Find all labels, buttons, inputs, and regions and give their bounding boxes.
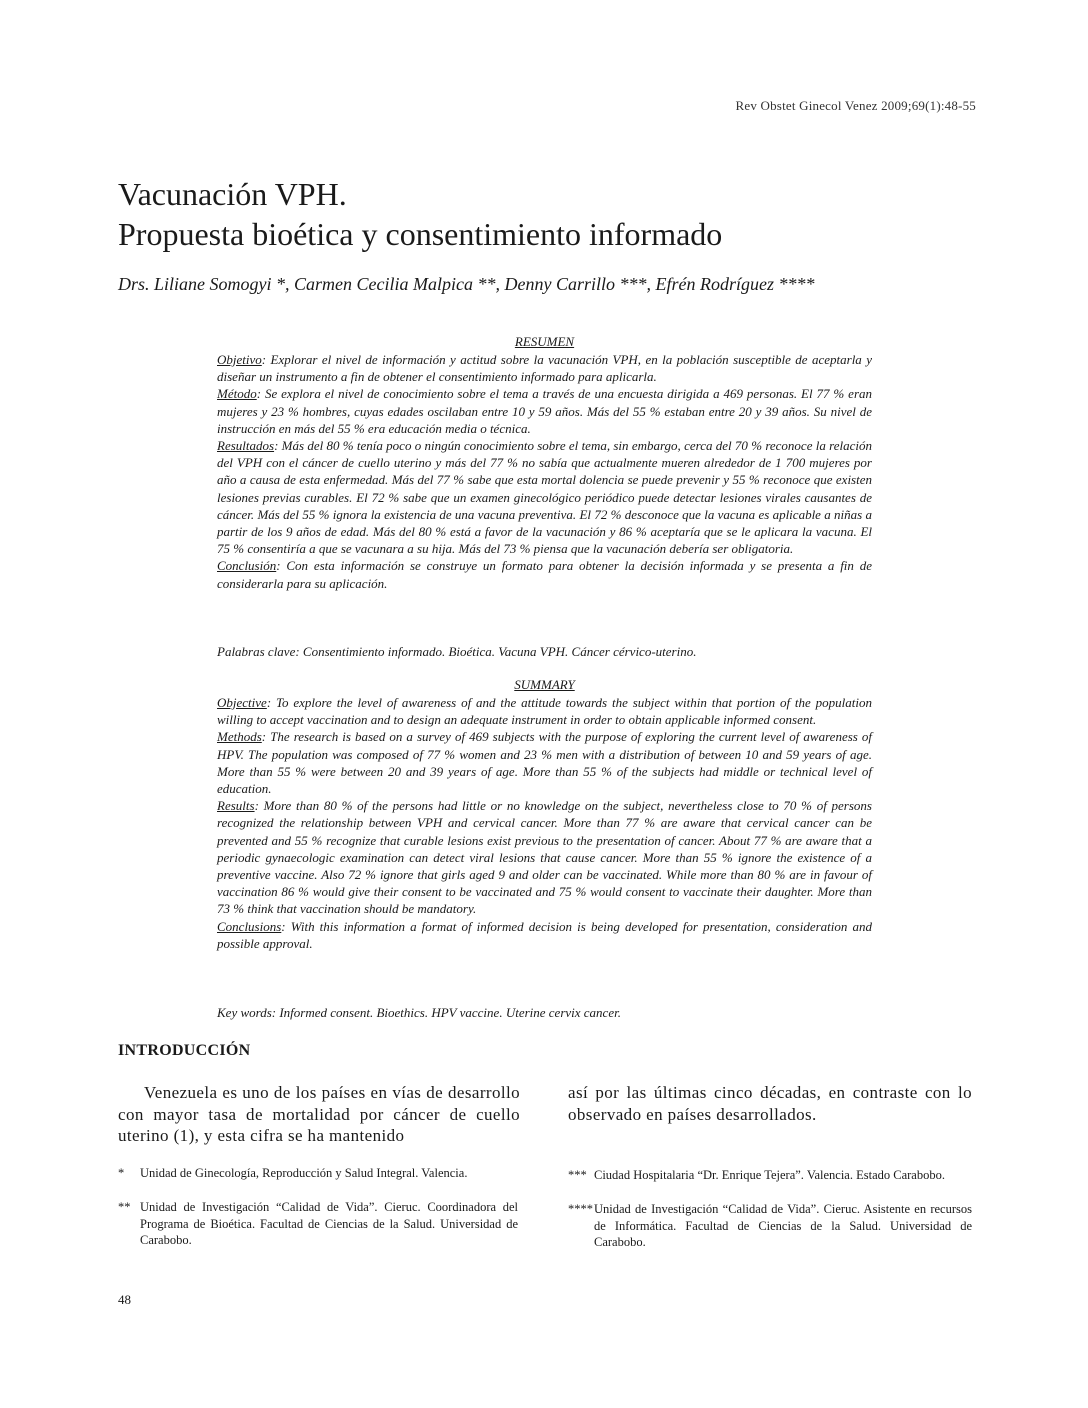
footnote-4 (568, 1201, 972, 1251)
summary-objective-label: Objective (217, 695, 267, 710)
footnote-1-text: Unidad de Ginecología, Reproducción y Salud Integral. Valencia. (140, 1166, 468, 1180)
resumen-metodo-text: : Se explora el nivel de conocimiento sobre el tema a través de una encuesta dirigida a 469 personas. El 77 % eran mujeres y 23 % hombres, cuyas edades oscilaban entre 10 y 59 años. Más del 55 % estaban entre 20 y 39 años. Su nivel de instrucción en más del 55 % era educación media o técnica. (217, 386, 872, 436)
resumen-objetivo (217, 351, 872, 385)
palabras-clave: Palabras clave: Consentimiento informado. Bioética. Vacuna VPH. Cáncer cérvico-uterino. (217, 644, 697, 659)
footnote-1-mark: * (118, 1166, 125, 1180)
summary-conclusions-label: Conclusions (217, 918, 282, 934)
journal-reference: Rev Obstet Ginecol Venez 2009;69(1):48-55 (735, 98, 976, 113)
summary-methods-text: : The research is based on a survey of 469 subjects with the purpose of exploring the current level of awareness of HPV. The population was composed of 77 % women and 23 % men with a distribution of between 10 and 59 years of age. More than 55 % were between 20 and 39 years of age. More than 55 % of the subjects had middle or technical level of education. (217, 729, 872, 797)
footnote-2-text: Unidad de Investigación “Calidad de Vida”. Cieruc. Coordinadora del Programa de Bioética. Facultad de Ciencias de la Salud. Universidad de Carabobo. (140, 1200, 518, 1247)
footnote-1 (118, 1165, 518, 1182)
summary-results (217, 797, 872, 917)
introduction-heading: INTRODUCCIÓN (118, 1042, 251, 1059)
resumen-objetivo-text: : Explorar el nivel de información y actitud sobre la vacunación VPH, en la población susceptible de aceptarla y diseñar un instrumento a fin de obtener el consentimiento informado para aplicarla. (217, 352, 872, 385)
summary-objective-text: : To explore the level of awareness of and the attitude towards the subject within that portion of the population willing to accept vaccination and to design an adequate instrument in order to obtain applicable informed consent. (217, 695, 872, 728)
summary-abstract (217, 694, 872, 952)
summary-results-label: Results (217, 798, 255, 814)
resumen-resultados-text: : Más del 80 % tenía poco o ningún conocimiento sobre el tema, sin embargo, cerca del 70 % reconoce la relación del VPH con el cáncer de cuello uterino y más del 77 % no sabía que actualmente mueren alrededor de 1 700 mujeres por año a causa de esta enfermedad. Más del 77 % sabe que esta mortal dolencia se puede prevenir y 55 % reconoce que existen lesiones previas curables. El 72 % sabe que un examen ginecológico periódico puede detectar lesiones virales causantes de cáncer. Más del 55 % ignora la existencia de una vacuna preventiva. El 72 % desconoce que la vacuna es aplicable a niñas a partir de los 9 años de edad. Más del 80 % está a favor de la vacunación y 86 % aceptaría que se le aplicara la vacuna. El 75 % consentiría a que se vacunara a su hija. Más del 73 % piensa que la vacunación debería ser obligatoria. (217, 438, 872, 557)
resumen-abstract (217, 351, 872, 592)
summary-objective (217, 694, 872, 728)
intro-paragraph-left: Venezuela es uno de los países en vías de desarrollo con mayor tasa de mortalidad por cáncer de cuello uterino (1), y esta cifra se ha mantenido (118, 1083, 520, 1145)
footnote-4-mark: **** (568, 1202, 593, 1216)
summary-heading: SUMMARY (514, 677, 575, 692)
footnote-3-text: Ciudad Hospitalaria “Dr. Enrique Tejera”. Valencia. Estado Carabobo. (594, 1168, 945, 1182)
summary-results-text: : More than 80 % of the persons had little or no knowledge on the subject, nevertheless close to 70 % of persons recognized the relationship between VPH and cervical cancer. More than 77 % are aware that cervical cancer can be prevented and 55 % recognize that curable lesions exist previous to the presentation of cancer. About 77 % are aware that a periodic gynaecologic examination can detect viral lesions that cause cancer. More than 55 % ignore the existence of a preventive vaccine. Also 72 % ignore that girls aged 9 and older can be vaccinated. While more than 80 % are in favour of vaccination 86 % would give their consent to be vaccinated and 75 % would consent to vaccinate their daughter. More than 73 % think that vaccination should be mandatory. (217, 798, 872, 917)
resumen-objetivo-label: Objetivo (217, 352, 262, 367)
key-words: Key words: Informed consent. Bioethics. HPV vaccine. Uterine cervix cancer. (217, 1005, 621, 1020)
resumen-heading: RESUMEN (514, 334, 575, 349)
summary-methods (217, 728, 872, 797)
summary-conclusions-text: : With this information a format of informed decision is being developed for presentation, consideration and possible approval. (217, 918, 872, 951)
summary-conclusions (217, 918, 872, 952)
resumen-resultados (217, 437, 872, 557)
footnote-3-mark: *** (568, 1168, 587, 1182)
summary-methods-label: Methods (217, 729, 262, 745)
resumen-conclusion-label: Conclusión (217, 558, 277, 574)
footnote-4-text: Unidad de Investigación “Calidad de Vida”. Cieruc. Asistente en recursos de Informática. Facultad de Ciencias de la Salud. Universidad de Carabobo. (594, 1202, 972, 1249)
resumen-resultados-label: Resultados (217, 438, 275, 454)
resumen-conclusion-text: : Con esta información se construye un formato para obtener la decisión informada y se presenta a fin de considerarla para su aplicación. (217, 558, 872, 591)
article-title-line-1: Vacunación VPH. (118, 176, 347, 212)
intro-paragraph-right: así por las últimas cinco décadas, en contraste con lo observado en países desarrollados. (568, 1083, 972, 1124)
footnote-2-mark: ** (118, 1200, 131, 1214)
footnote-3 (568, 1167, 972, 1184)
author-list: Drs. Liliane Somogyi *, Carmen Cecilia Malpica **, Denny Carrillo ***, Efrén Rodríguez **** (118, 274, 815, 294)
resumen-metodo (217, 385, 872, 437)
page-number: 48 (118, 1292, 131, 1307)
resumen-metodo-label: Método (217, 386, 257, 402)
footnote-2 (118, 1199, 518, 1249)
resumen-conclusion (217, 557, 872, 591)
article-title-line-2: Propuesta bioética y consentimiento informado (118, 216, 723, 252)
